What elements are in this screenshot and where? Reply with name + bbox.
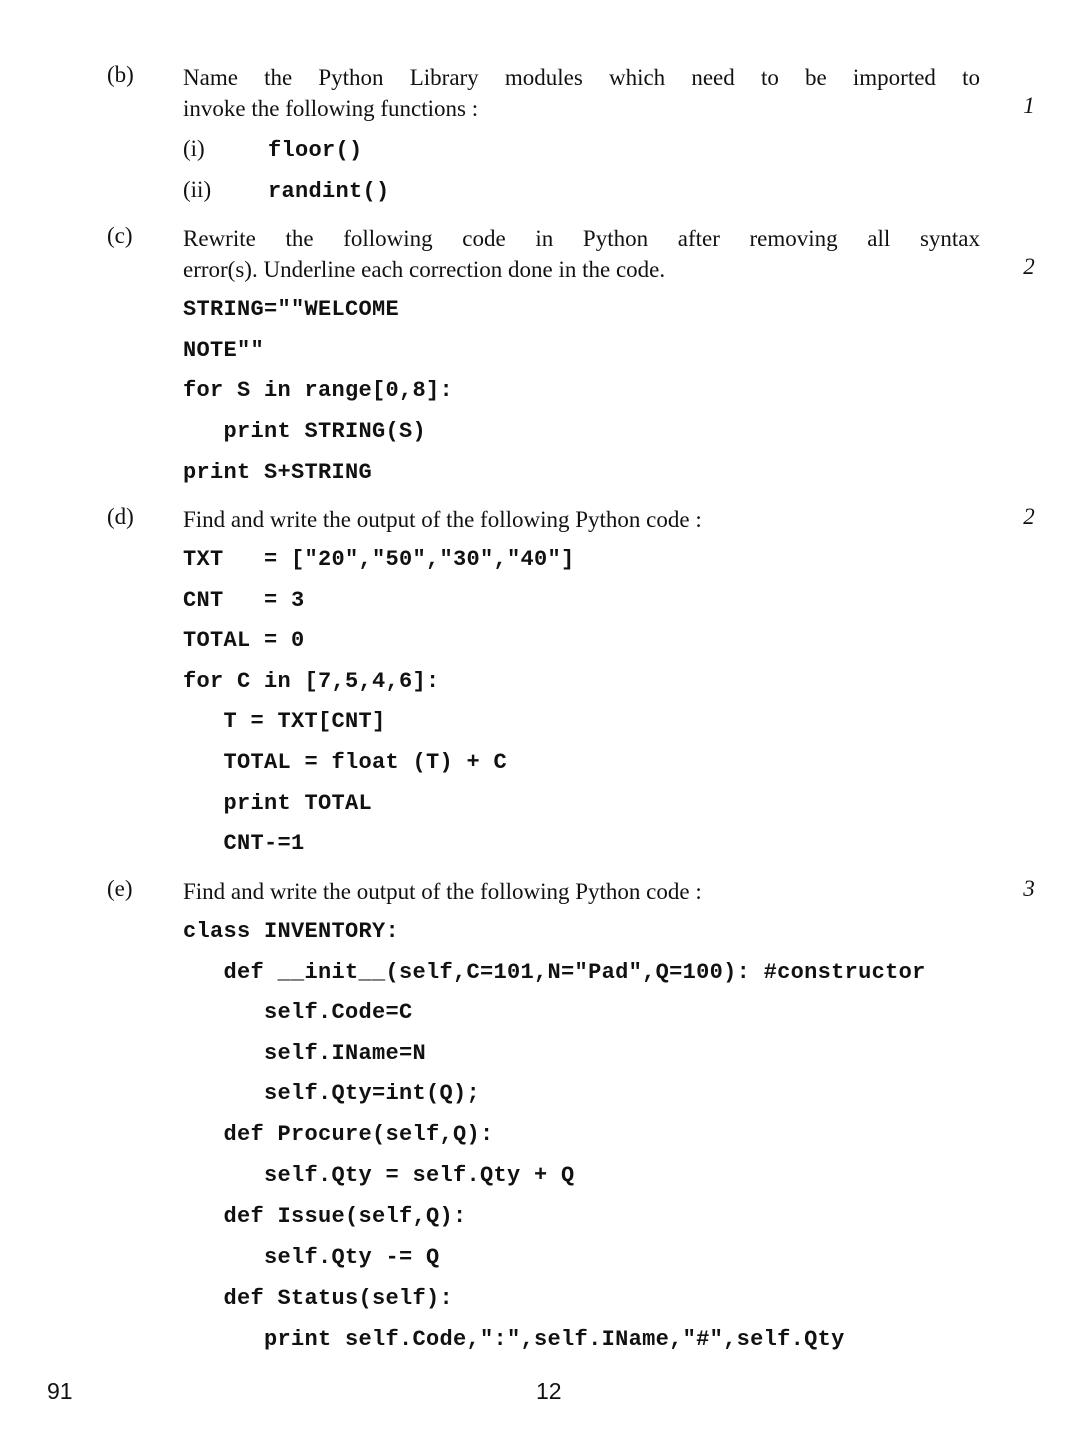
- code-line: for S in range[0,8]:: [183, 378, 454, 403]
- marks: 3: [1023, 876, 1035, 901]
- code-line: self.Qty = self.Qty + Q: [183, 1163, 575, 1188]
- code-line: def Status(self):: [183, 1286, 454, 1311]
- code-line: CNT = 3: [183, 588, 305, 613]
- code-line: print STRING(S): [183, 419, 427, 444]
- marks: 1: [1023, 93, 1035, 118]
- question-text: error(s). Underline each correction done in the code.: [183, 257, 666, 282]
- question-label: (d): [107, 504, 134, 529]
- code-line: TXT = ["20","50","30","40"]: [183, 547, 575, 572]
- question-text: Find and write the output of the following Python code :: [183, 507, 702, 532]
- code-line: self.Qty=int(Q);: [183, 1081, 481, 1106]
- code-line: STRING=""WELCOME: [183, 297, 400, 322]
- code-line: TOTAL = float (T) + C: [183, 750, 508, 775]
- code-line: print S+STRING: [183, 460, 373, 485]
- code-line: floor(): [268, 138, 363, 163]
- code-line: print self.Code,":",self.IName,"#",self.Qty: [183, 1327, 845, 1352]
- question-label: (e): [107, 876, 133, 901]
- question-label: (c): [107, 223, 133, 248]
- marks: 2: [1023, 254, 1035, 279]
- code-line: T = TXT[CNT]: [183, 709, 386, 734]
- code-line: def Issue(self,Q):: [183, 1204, 467, 1229]
- code-line: randint(): [268, 179, 390, 204]
- question-text: Name the Python Library modules which need to be imported to: [183, 65, 980, 90]
- sub-item-label: (i): [183, 136, 205, 161]
- code-line: for C in [7,5,4,6]:: [183, 669, 440, 694]
- code-line: def Procure(self,Q):: [183, 1122, 494, 1147]
- code-line: NOTE"": [183, 338, 265, 363]
- code-line: self.Qty -= Q: [183, 1245, 440, 1270]
- question-text: invoke the following functions :: [183, 96, 479, 121]
- page-number: 12: [536, 1378, 562, 1404]
- code-line: CNT-=1: [183, 831, 305, 856]
- code-line: self.Code=C: [183, 1000, 413, 1025]
- code-line: self.IName=N: [183, 1041, 427, 1066]
- paper-code: 91: [47, 1378, 73, 1404]
- question-label: (b): [107, 62, 134, 87]
- code-line: def __init__(self,C=101,N="Pad",Q=100): #constructor: [183, 960, 926, 985]
- question-text: Rewrite the following code in Python after removing all syntax: [183, 226, 980, 251]
- sub-item-label: (ii): [183, 177, 212, 202]
- code-line: print TOTAL: [183, 791, 373, 816]
- question-text: Find and write the output of the following Python code :: [183, 879, 702, 904]
- code-line: TOTAL = 0: [183, 628, 305, 653]
- marks: 2: [1023, 504, 1035, 529]
- code-line: class INVENTORY:: [183, 919, 400, 944]
